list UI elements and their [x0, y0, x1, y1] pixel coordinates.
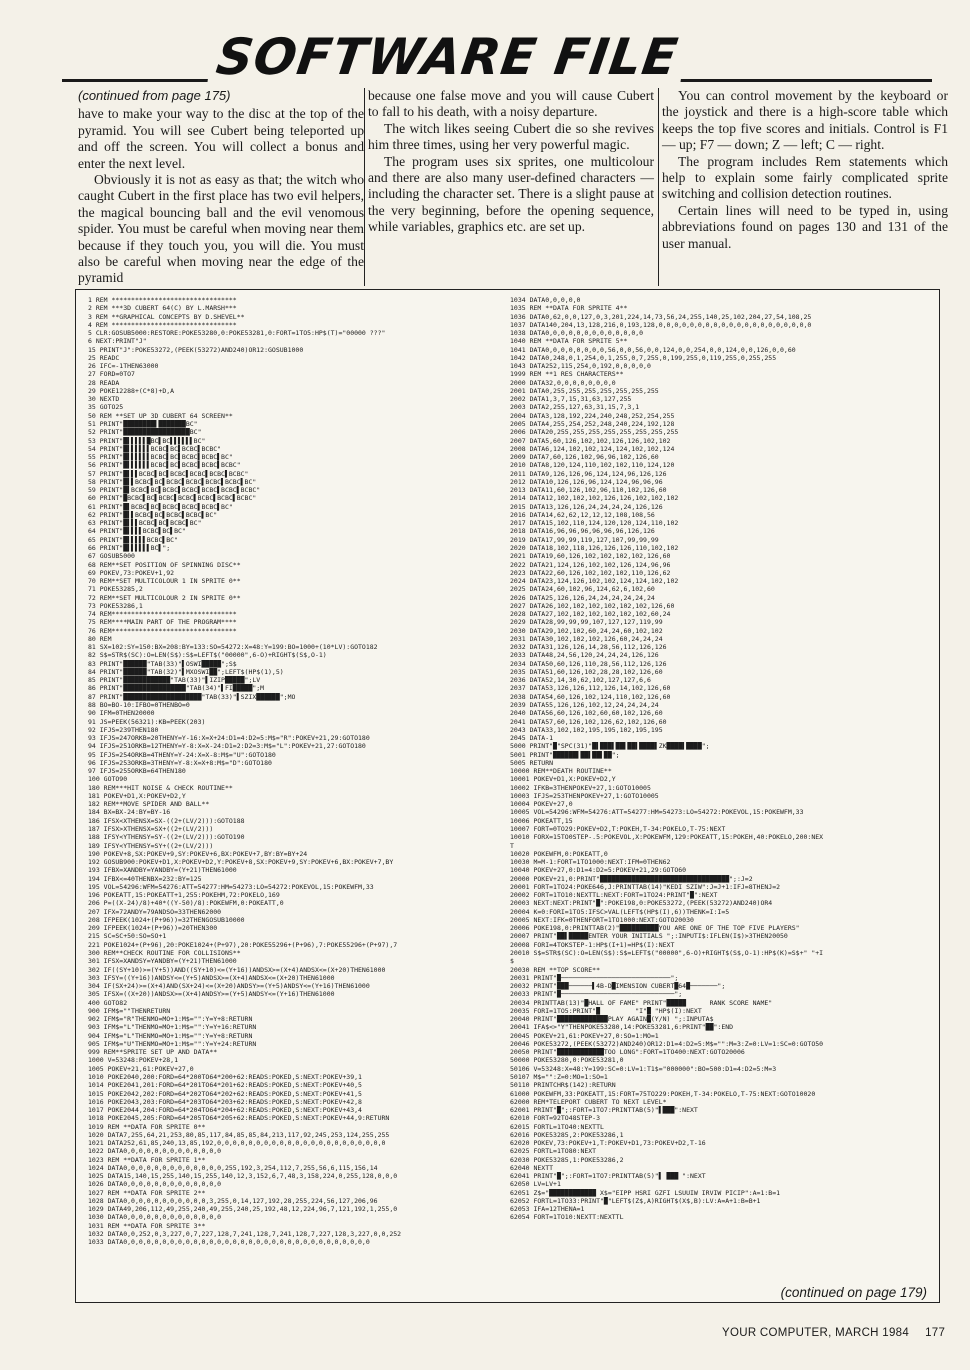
- code-line: 1014 POKE2041,201:FORD=64*201TO64*201+62:READS:POKED,S:NEXT:POKEV+40,5: [88, 1081, 362, 1090]
- page-footer: [722, 1327, 945, 1339]
- code-line: 2005 DATA4,255,254,252,248,240,224,192,128: [510, 419, 675, 428]
- code-line: 1017 POKE2044,204:FORD=64*204TO64*204+62:READS:POKED,S:NEXT:POKEV+43,4: [88, 1106, 362, 1115]
- code-line: 10040 POKEV+27,0:D1=4:D2=5:POKEV+21,29:GOTO60: [510, 866, 687, 875]
- code-line: 92 IFJS=239THEN180: [88, 725, 159, 734]
- code-line: 2043 DATA33,102,102,195,195,102,195,195: [510, 725, 663, 734]
- code-line: 50106 V=53248:X=48:Y=199:SC=0:LV=1:T1$="000000":BO=500:D1=4:D2=5:M=3: [510, 1064, 777, 1073]
- code-line: 62054 FORT=1TO10:NEXTT:NEXTTL: [510, 1213, 624, 1222]
- code-line: 2027 DATA26,102,102,102,102,102,102,126,60: [510, 601, 675, 610]
- code-line: 2045 DATA-1: [510, 734, 554, 743]
- code-line: 2020 DATA18,102,118,126,126,126,110,102,102: [510, 543, 679, 552]
- code-line: 68 REM**SET POSITION OF SPINNING DISC**: [88, 560, 241, 569]
- listing-column-right: [510, 296, 934, 1296]
- code-line: 54 PRINT"█▌▌▌▌▌▌BCBC▌BC▌BCBC▌BCBC": [88, 444, 222, 453]
- code-line: 20031 PRINT"█────────────────────────────";: [510, 973, 679, 982]
- code-line: 28 READA: [88, 378, 120, 387]
- code-line: 2013 DATA11,60,126,102,96,110,102,126,60: [510, 486, 667, 495]
- code-line: 62052 FORTL=1TO33:PRINT"█"LEFT$(Z$,A)RIGHT$(X$,B):LV:A=A+1:B=B+1: [510, 1196, 761, 1205]
- code-line: 20007 PRINT"██▌█████ENTER YOUR INITIALS ";:INPUTI$:IFLEN(I$)>3THEN20050: [510, 932, 788, 941]
- code-line: 195 VOL=54296:WFM=54276:ATT=54277:HM=54273:LO=54272:POKEVOL,15:POKEWFM,33: [88, 882, 374, 891]
- code-line: 1028 DATA0,0,0,0,0,0,0,0,0,0,0,3,255,0,14,127,192,28,255,224,56,127,206,96: [88, 1196, 378, 1205]
- code-line: 2003 DATA2,255,127,63,31,15,7,3,1: [510, 403, 640, 412]
- code-line: 65 PRINT"█▌▌▌▌▌BCBC▌BC": [88, 535, 179, 544]
- code-line: 20010 S$=STR$(SC):O=LEN(S$):S$=LEFT$("00000",6-O)+RIGHT$(S$,O-1):HP$(K)=S$+" "+I: [510, 948, 824, 957]
- paragraph: have to make your way to the disc at the top of the pyramid. You will see Cubert being teleported up and off the screen. You will collect a bonus and enter the next level.: [78, 106, 364, 171]
- code-line: 1999 REM **1 RES CHARACTERS**: [510, 370, 624, 379]
- code-line: 2034 DATA50,60,126,110,28,56,112,126,126: [510, 659, 667, 668]
- code-line: 20034 PRINTTAB(13)"█HALL OF FAME" PRINT"█████ RANK SCORE NAME": [510, 998, 773, 1007]
- code-line: 2015 DATA13,126,126,24,24,24,24,126,126: [510, 502, 663, 511]
- code-line: T: [510, 841, 514, 850]
- code-line: 2011 DATA9,126,126,96,124,124,96,126,126: [510, 469, 667, 478]
- code-line: 1015 POKE2042,202:FORD=64*202TO64*202+62:READS:POKED,S:NEXT:POKEV+41,5: [88, 1089, 362, 1098]
- code-line: 2008 DATA6,124,102,102,124,124,102,102,124: [510, 444, 675, 453]
- code-line: 180 REM***HIT NOISE & CHECK ROUTINE**: [88, 783, 233, 792]
- code-line: 304 IF(SX+24)>=(X+4)AND(SX+24)<=(X+20)ANDSY>=(Y+5)ANDSY<=(Y+16)THEN61000: [88, 982, 370, 991]
- code-line: 1042 DATA0,248,0,1,254,0,1,255,0,7,255,0,199,255,0,119,255,0,255,255: [510, 353, 777, 362]
- code-line: 2022 DATA21,124,126,102,102,126,124,96,96: [510, 560, 671, 569]
- code-line: 63 PRINT"█▌▌▌BCBC▌BC▌BCBC▌BC": [88, 519, 202, 528]
- code-line: 904 IFM$="L"THENMO=MO+1:M$="":Y=Y+8:RETURN: [88, 1031, 253, 1040]
- code-line: 62 PRINT"█▌▌BCBC▌BC▌BCBC▌BCBC▌BC": [88, 510, 218, 519]
- code-line: 27 FORD=0TO7: [88, 370, 135, 379]
- code-line: 10001 POKEV+D1,X:POKEV+D2,Y: [510, 775, 616, 784]
- code-line: 81 SX=102:SY=150:BX=208:BY=133:SO=54272:X=48:Y=199:BO=1000+(10*LV):GOTO182: [88, 643, 378, 652]
- code-line: 184 BX=BX-24:BY=BY-16: [88, 808, 171, 817]
- code-line: 1022 DATA0,0,0,0,0,0,0,0,0,0,0,0,0: [88, 1147, 222, 1156]
- code-line: 1037 DATA140,204,13,128,216,0,193,128,0,0,0,0,0,0,0,0,0,0,0,0,0,0,0,0,0,0,0,0: [510, 320, 812, 329]
- column-divider: [658, 88, 659, 286]
- code-line: 10003 IFJS=253THENPOKEV+27,1:GOTO10005: [510, 791, 659, 800]
- code-line: 2001 DATA0,255,255,255,255,255,255,255: [510, 386, 659, 395]
- code-line: 50110 PRINTCHR$(142):RETURN: [510, 1081, 616, 1090]
- magazine-issue: YOUR COMPUTER, MARCH 1984: [722, 1327, 910, 1339]
- code-line: 2024 DATA23,124,126,102,102,124,124,102,102: [510, 577, 679, 586]
- code-line: 62016 POKE53285,2:POKE53286,1: [510, 1130, 624, 1139]
- code-line: 50 REM **SET UP 3D CUBERT 64 SCREEN**: [88, 411, 233, 420]
- code-line: 20004 K=0:FORI=1TO5:IFSC>VAL(LEFT$(HP$(I),6))THENK=I:I=5: [510, 907, 730, 916]
- code-line: 2038 DATA54,60,126,102,124,110,102,126,60: [510, 692, 671, 701]
- code-line: 1024 DATA0,0,0,0,0,0,0,0,0,0,0,0,0,255,192,3,254,112,7,255,56,6,115,156,14: [88, 1163, 378, 1172]
- code-line: 76 REM********************************: [88, 626, 237, 635]
- code-line: 20005 NEXT:IFK=0THENFORT=1TO1000:NEXT:GOTO20030: [510, 915, 694, 924]
- code-line: 300 REM**CHECK ROUTINE FOR COLLISIONS**: [88, 948, 241, 957]
- code-line: 20030 REM **TOP SCORE**: [510, 965, 601, 974]
- code-line: 2039 DATA55,126,126,102,12,24,24,24,24: [510, 701, 659, 710]
- paragraph: The witch likes seeing Cubert die so she revives him three times, using her very powerful magic.: [368, 120, 654, 153]
- code-line: 20050 PRINT"████████████TOO LONG":FORT=1TO400:NEXT:GOTO20006: [510, 1048, 745, 1057]
- code-line: 2000 DATA32,0,0,0,0,0,0,0,0: [510, 378, 616, 387]
- code-line: 35 GOTO25: [88, 403, 124, 412]
- code-line: 2033 DATA48,24,56,120,24,24,24,126,126: [510, 651, 659, 660]
- code-line: 10010 FORX=15TO0STEP-.5:POKEVOL,X:POKEWFM,129:POKEATT,15:POKEH,40:POKELO,200:NEX: [510, 833, 824, 842]
- code-line: 2016 DATA14,62,62,12,12,12,108,108,56: [510, 510, 655, 519]
- code-line: 2026 DATA25,126,126,24,24,24,24,24,24: [510, 593, 655, 602]
- code-line: 62040 NEXTT: [510, 1163, 554, 1172]
- code-line: 51 PRINT"████████▌███████BC": [88, 419, 198, 428]
- code-line: 2 REM ***3D CUBERT 64(C) BY L.MARSH***: [88, 304, 237, 313]
- code-line: 62015 FORTL=1TO40:NEXTTL: [510, 1122, 604, 1131]
- code-line: 29 POKE12288+(C*8)+D,A: [88, 386, 175, 395]
- code-line: 3 REM **GRAPHICAL CONCEPTS BY D.SHEVEL**: [88, 312, 245, 321]
- code-line: 1034 DATA0,0,0,0,0: [510, 296, 581, 304]
- code-line: 905 IFM$="U"THENMO=MO+1:M$="":Y=Y+24:RETURN: [88, 1039, 257, 1048]
- code-line: 1 REM ********************************: [88, 296, 237, 304]
- code-line: 58 PRINT"█▌▌BCBC▌BC▌BCBC▌BCBC▌BCBC▌BCBC▌BC": [88, 477, 257, 486]
- article-column-1: [78, 88, 364, 287]
- code-line: 1029 DATA49,206,112,49,255,240,49,255,240,25,192,48,12,224,96,7,121,192,1,255,0: [88, 1205, 398, 1214]
- code-line: 20041 IFA$<>"Y"THENPOKE53280,14:POKE53281,6:PRINT"██":END: [510, 1023, 734, 1032]
- paragraph: Certain lines will need to be typed in, using abbreviations found on pages 130 and 131 of the user manual.: [662, 202, 948, 251]
- code-line: $: [510, 957, 514, 966]
- code-line: 2035 DATA51,60,126,102,28,28,102,126,60: [510, 667, 663, 676]
- code-line: 20045 POKEV+21,61:POKEV+27,0:SO=1:MO=1: [510, 1031, 659, 1040]
- paragraph: Obviously it is not as easy as that; the witch who caught Cubert in the first place has two evil helpers, the magical bouncing ball and the evil venomous spider. You must be careful when moving near them because if they touch you, you will die. You must also be careful when moving near the edge of the pyramid: [78, 172, 364, 286]
- paragraph: because one false move and you will cause Cubert to fall to his death, with a noisy departure.: [368, 88, 654, 120]
- code-line: 26 IFC=-1THEN63000: [88, 362, 159, 371]
- code-line: 2025 DATA24,60,102,96,124,62,6,102,60: [510, 585, 655, 594]
- code-line: 196 POKEATT,15:POKEATT+1,255:POKEHM,72:POKELO,169: [88, 891, 280, 900]
- code-line: 2036 DATA52,14,30,62,102,127,127,6,6: [510, 676, 651, 685]
- code-line: 62041 PRINT"█";:FORT=1TO7:PRINTTAB(5)"▌ ███ ":NEXT: [510, 1172, 706, 1181]
- code-line: 20035 FORI=1TO5:PRINT"█ "I"█ "HP$(I):NEXT: [510, 1006, 702, 1015]
- code-line: 400 GOTO82: [88, 998, 128, 1007]
- code-line: 2006 DATA20,255,255,255,255,255,255,255,255: [510, 428, 679, 437]
- code-line: 90 IFM=0THEN20000: [88, 709, 155, 718]
- code-line: 61000 POKEWFM,33:POKEATT,15:FORT=75TO229:POKEH,T-34:POKELO,T-75:NEXT:GOTO10020: [510, 1089, 816, 1098]
- code-line: 1031 REM **DATA FOR SPRITE 3**: [88, 1221, 206, 1230]
- code-line: 2037 DATA53,126,126,112,126,14,102,126,60: [510, 684, 671, 693]
- page-number: 177: [925, 1327, 946, 1339]
- article-column-2: [368, 88, 654, 236]
- code-line: 60 PRINT"█BCBC▌BC▌BCBC▌BCBC▌BCBC▌BCBC▌BCBC": [88, 494, 257, 503]
- code-line: 10002 IFKB=3THENPOKEV+27,1:GOTO10005: [510, 783, 651, 792]
- code-line: 1005 POKEV+21,61:POKEV+27,0: [88, 1064, 194, 1073]
- code-line: 181 POKEV+D1,X:POKEV+D2,Y: [88, 791, 186, 800]
- code-line: 2021 DATA19,60,126,102,102,102,102,126,60: [510, 552, 671, 561]
- code-line: 2032 DATA31,126,126,14,28,56,112,126,126: [510, 643, 667, 652]
- code-line: 70 REM**SET MULTICOLOUR 1 IN SPRITE 0**: [88, 577, 241, 586]
- page-header: [62, 20, 932, 84]
- code-line: 95 IFJS=254ORKB=4THENY=Y-24:X=X-8:M$="U":GOTO180: [88, 750, 276, 759]
- code-line: 902 IFM$="R"THENMO=MO+1:M$="":Y=Y+8:RETURN: [88, 1015, 253, 1024]
- code-line: 2019 DATA17,99,99,119,127,107,99,99,99: [510, 535, 659, 544]
- code-line: 1023 REM **DATA FOR SPRITE 1**: [88, 1155, 206, 1164]
- code-line: 20001 FORT=1TO24:POKE646,J:PRINTTAB(14)"KEDI SZIW":J=J+1:IFJ=8THENJ=2: [510, 882, 781, 891]
- code-line: 62051 Z$="████████████ X$="EIPP HSRI GZFI LSUUIW IRVIW PICIP":A=1:B=1: [510, 1188, 781, 1197]
- section-title: SOFTWARE FILE: [207, 28, 688, 86]
- code-line: 2004 DATA3,128,192,224,240,248,252,254,255: [510, 411, 675, 420]
- code-line: 20008 FORI=4TOKSTEP-1:HP$(I+1)=HP$(I):NEXT: [510, 940, 675, 949]
- code-line: 187 IFSX>XTHENSX=SX+((2+(LV/2))): [88, 825, 214, 833]
- code-line: 903 IFM$="L"THENMO=MO+1:M$="":Y=Y+16:RETURN: [88, 1023, 257, 1032]
- program-listing-box: [75, 289, 940, 1303]
- code-line: 900 IFM$=""THENRETURN: [88, 1006, 171, 1015]
- code-line: 2041 DATA57,60,126,102,126,62,102,126,60: [510, 717, 667, 726]
- code-line: 2029 DATA28,99,99,99,107,127,127,119,99: [510, 618, 663, 627]
- code-line: 94 IFJS=251ORKB=12THENY=Y-8:X=X-24:D1=2:D2=3:M$="L":POKEV+21,27:GOTO180: [88, 742, 366, 751]
- article-body: [72, 88, 948, 286]
- code-line: 93 IFJS=247ORKB=20THENY=Y-16:X=X+24:D1=4:D2=5:M$="R":POKEV+21,29:GOTO180: [88, 734, 370, 743]
- code-line: 10006 POKEATT,15: [510, 816, 573, 825]
- code-line: 30 NEXTD: [88, 395, 120, 404]
- code-line: 1021 DATA252,61,85,240,13,85,192,0,0,0,0,0,0,0,0,0,0,0,0,0,0,0,0,0,0,0,0,0,0: [88, 1139, 386, 1148]
- code-line: 71 POKE53285,2: [88, 585, 143, 594]
- code-line: 190 POKEV+8,SX:POKEV+9,SY:POKEV+6,BX:POKEV+7,BY:BY=BY+24: [88, 849, 308, 858]
- code-line: 1035 REM **DATA FOR SPRITE 4**: [510, 304, 628, 313]
- code-line: 2030 DATA29,102,102,60,24,24,60,102,102: [510, 626, 663, 635]
- code-line: 62010 FORT=92TO48STEP-3: [510, 1114, 601, 1123]
- code-line: 20033 PRINT"█─────────────────────────────";: [510, 990, 683, 999]
- code-line: 193 IFBX=XANDBY=YANDBY=(Y+21)THEN61000: [88, 866, 237, 875]
- code-line: 1041 DATA0,0,0,0,0,0,0,0,56,0,0,56,0,0,124,0,0,254,0,0,124,0,0,126,0,0,60: [510, 345, 796, 354]
- code-line: 2040 DATA56,60,126,102,60,60,102,126,60: [510, 709, 663, 718]
- code-line: 97 IFJS=255ORKB=64THEN180: [88, 767, 186, 776]
- code-line: 62030 POKE53285,1:POKE53286,2: [510, 1155, 624, 1164]
- code-line: 1036 DATA0,62,0,0,127,0,3,201,224,14,73,56,24,255,140,25,102,204,27,54,108,25: [510, 312, 812, 321]
- code-line: 75 REM****MAIN PART OF THE PROGRAM****: [88, 618, 237, 627]
- code-line: 194 IFBX<=40THENBX=232:BY=125: [88, 874, 202, 883]
- code-line: 5001 PRINT"██████▌██▌██▌██";: [510, 750, 620, 759]
- code-line: 1030 DATA0,0,0,0,0,0,0,0,0,0,0,0,0: [88, 1213, 222, 1222]
- code-line: 1010 POKE2040,200:FORD=64*200TO64*200+62:READS:POKED,S:NEXT:POKEV+39,1: [88, 1072, 362, 1081]
- code-line: 2009 DATA7,60,126,102,96,96,102,126,60: [510, 453, 659, 462]
- code-line: 74 REM********************************: [88, 610, 237, 619]
- code-line: 10020 POKEWFM,0:POKEATT,0: [510, 849, 608, 858]
- code-line: 10005 VOL=54296:WFM=54276:ATT=54277:HM=54273:LO=54272:POKEVOL,15:POKEWFM,33: [510, 808, 804, 817]
- code-line: 55 PRINT"█▌▌▌▌▌▌BCBC▌BC▌BCBC▌BCBC▌BC": [88, 453, 233, 462]
- code-line: 2018 DATA16,96,96,96,96,96,96,126,126: [510, 527, 655, 536]
- code-line: 10004 POKEV+27,0: [510, 800, 573, 809]
- column-divider: [364, 88, 365, 286]
- code-line: 50107 M$="":Z=0:MO=1:SO=1: [510, 1072, 608, 1081]
- code-line: 62053 IFA=12THENA=1: [510, 1205, 585, 1214]
- code-line: 53 PRINT"█▌▌▌▌▌█BC▌BC▌▌▌▌▌▌BC": [88, 436, 206, 445]
- code-line: 85 PRINT"████████████"TAB(33)"▌IZIP█████";LV: [88, 676, 261, 685]
- paragraph: The program uses six sprites, one multicolour and there are also many user-defined characters — including the character set. There is a slight pause at the very beginning, before the opening sequence, while variables, graphics etc. are set up.: [368, 153, 654, 235]
- code-line: 1025 DATA15,140,15,255,140,15,255,140,12,3,152,6,7,48,3,158,224,0,255,128,0,0,0: [88, 1172, 398, 1181]
- code-line: 1026 DATA0,0,0,0,0,0,0,0,0,0,0,0,0: [88, 1180, 222, 1189]
- code-line: 186 IFSX<XTHENSX=SX-((2+(LV/2))):GOTO188: [88, 816, 245, 825]
- code-line: 6 NEXT:PRINT"J": [88, 337, 147, 346]
- code-line: 20000 POKEV+21,0:PRINT"█████████████████████████████████";:J=2: [510, 874, 753, 883]
- code-line: 62025 FORTL=1TO80:NEXT: [510, 1147, 597, 1156]
- code-line: 20002 FORT=1TO10:NEXTTL:NEXT:FORT=1TO24:PRINT"█":NEXT: [510, 891, 718, 900]
- code-line: 1033 DATA0,0,0,0,0,0,0,0,0,0,0,0,0,0,0,0,0,0,0,0,0,0,0,0,0,0,0,0,0,0,0,0: [88, 1238, 370, 1247]
- code-line: 10030 M=M-1:FORT=1TO1000:NEXT:IFM=0THEN62: [510, 858, 671, 867]
- code-line: 10000 REM**DEATH ROUTINE**: [510, 767, 612, 776]
- code-line: 2023 DATA22,60,126,102,102,102,110,126,62: [510, 568, 671, 577]
- code-line: 189 IFSY<YTHENSY=SY+((2+(LV/2))): [88, 841, 214, 850]
- code-line: 25 READC: [88, 353, 120, 362]
- continued-on-note: (continued on page 179): [777, 1285, 931, 1300]
- code-line: 1040 REM **DATA FOR SPRITE 5**: [510, 337, 628, 346]
- code-line: 2007 DATA5,60,126,102,102,126,126,102,102: [510, 436, 671, 445]
- code-line: 62050 LV=LV+1: [510, 1180, 561, 1189]
- code-line: 59 PRINT"█▌BCBC▌BC▌BCBC▌BCBC▌BCBC▌BCBC▌BCBC": [88, 486, 261, 495]
- code-line: 20006 POKE198,0:PRINTTAB(2)"██████████YOU ARE ONE OF THE TOP FIVE PLAYERS": [510, 924, 800, 933]
- code-line: 4 REM ********************************: [88, 320, 237, 329]
- code-line: 61 PRINT"█▌BCBC▌BC▌BCBC▌BCBC▌BCBC▌BC": [88, 502, 233, 511]
- code-line: 20046 POKE53272,(PEEK(53272)AND240)OR12:D1=4:D2=5:M$="":M=3:Z=0:LV=1:SC=0:GOTO50: [510, 1039, 824, 1048]
- code-line: 50000 POKE53280,0:POKE53281,0: [510, 1056, 624, 1065]
- code-line: 1018 POKE2045,205:FORD=64*205TO64*205+62:READS:POKED,S:NEXT:POKEV+44,9:RETURN: [88, 1114, 390, 1123]
- code-line: 80 REM: [88, 634, 112, 643]
- code-line: 20040 PRINT"█████████████PLAY AGAIN█(Y/N) ";:INPUTA$: [510, 1015, 714, 1024]
- code-line: 57 PRINT"█▌▌▌BCBC▌BC▌BCBC▌BCBC▌BCBC▌BCBC": [88, 469, 249, 478]
- code-line: 2002 DATA1,3,7,15,31,63,127,255: [510, 395, 632, 404]
- code-line: 87 PRINT"████████████████████"TAB(33)"▌SZIX██████";MO: [88, 692, 296, 701]
- code-line: 2010 DATA8,120,124,110,102,102,110,124,120: [510, 461, 675, 470]
- code-line: 221 POKE1024+(P+96),20:POKE1024+(P+97),20:POKE55296+(P+96),7:POKE55296+(P+97),7: [88, 940, 398, 949]
- code-line: 999 REM**SPRITE SET UP AND DATA**: [88, 1048, 218, 1057]
- code-line: 1027 REM **DATA FOR SPRITE 2**: [88, 1188, 206, 1197]
- article-column-3: [662, 88, 948, 252]
- listing-column-left: [88, 296, 504, 1296]
- code-line: 100 GOTO90: [88, 775, 128, 784]
- code-line: 91 JS=PEEK(56321):KB=PEEK(203): [88, 717, 206, 726]
- code-line: 303 IFSY=((Y+16))ANDSY<=(Y+5)ANDSX>=(X+4)ANDSX<=(X+20)THEN61000: [88, 973, 335, 982]
- code-line: 192 GOSUB900:POKEV+D1,X:POKEV+D2,Y:POKEV+8,SX:POKEV+9,SY:POKEV+6,BX:POKEV+7,BY: [88, 858, 394, 867]
- code-line: 73 POKE53286,1: [88, 601, 143, 610]
- code-line: 2014 DATA12,102,102,102,126,126,102,102,102: [510, 494, 679, 503]
- code-line: 209 IFPEEK(1024+(P+96))=20THEN300: [88, 924, 218, 933]
- code-line: 62020 POKEV,73:POKEV+1,T:POKEV+D1,73:POKEV+D2,T-16: [510, 1139, 706, 1148]
- code-line: 62001 PRINT"█";:FORT=1TO7:PRINTTAB(5)"▌███":NEXT: [510, 1106, 698, 1115]
- code-line: 208 IFPEEK(1024+(P+96))=32THENGOSUB10000: [88, 915, 245, 924]
- code-line: 5005 RETURN: [510, 758, 554, 767]
- code-line: 188 IFSY<YTHENSY=SY-((2+(LV/2))):GOTO190: [88, 833, 245, 842]
- code-line: 2017 DATA15,102,110,124,120,120,124,110,102: [510, 519, 679, 528]
- code-line: 64 PRINT"█▌▌▌▌BCBC▌BC▌BC": [88, 527, 186, 536]
- code-line: 62000 REM*TELEPORT CUBERT TO NEXT LEVEL*: [510, 1097, 667, 1106]
- code-line: 1016 POKE2043,203:FORD=64*203TO64*203+62:READS:POKED,S:NEXT:POKEV+42,8: [88, 1097, 362, 1106]
- code-line: 5 CLR:GOSUB5000:RESTORE:POKE53280,0:POKE53281,0:FORT=1TO5:HP$(T)="00000 ???": [88, 329, 386, 338]
- code-line: 10007 FORT=0TO29:POKEV+D2,T:POKEH,T-34:POKELO,T-75:NEXT: [510, 825, 726, 833]
- code-line: 215 SC=SC+50:SO=SO+1: [88, 932, 167, 941]
- code-line: 86 PRINT"████████████████"TAB(34)"▌FI█████";M: [88, 684, 265, 693]
- code-line: 20032 PRINT"███──────▌4B-D█IMENSION CUBERT█64█───────";: [510, 982, 726, 991]
- code-line: 1020 DATA7,255,64,21,253,80,85,117,84,85,85,84,213,117,92,245,253,124,255,255: [88, 1130, 390, 1139]
- code-line: 84 PRINT"██████"TAB(32)"▌MXOSWI██";LEFT$(HP$(1),5): [88, 667, 284, 676]
- continued-from-note: (continued from page 175): [78, 88, 231, 103]
- code-line: 52 PRINT"█████████████████BC": [88, 428, 202, 437]
- code-line: 1019 REM **DATA FOR SPRITE 0**: [88, 1122, 206, 1131]
- code-line: 69 POKEV,73:POKEV+1,92: [88, 568, 175, 577]
- code-line: 207 IFX=72ANDY=79ANDSO=33THEN62000: [88, 907, 222, 916]
- code-line: 2031 DATA30,102,102,102,126,60,24,24,24: [510, 634, 663, 643]
- code-line: 72 REM**SET MULTICOLOUR 2 IN SPRITE 0**: [88, 593, 241, 602]
- code-line: 83 PRINT"██████"TAB(33)"▌OSWI█████";S$: [88, 659, 237, 668]
- code-line: 302 IF((SY+10)>=(Y+5))AND((SY+10)<=(Y+16))ANDSX>=(X+4)ANDSX<=(X+20)THEN61000: [88, 965, 386, 974]
- code-line: 1038 DATA0,0,0,0,0,0,0,0,0,0,0,0,0: [510, 329, 644, 338]
- code-line: 2028 DATA27,102,102,102,102,102,102,60,24: [510, 610, 671, 619]
- code-line: 88 BO=BO-10:IFBO=0THENBO=0: [88, 701, 190, 710]
- code-line: 66 PRINT"█▌▌▌▌▌▌BC▌";: [88, 543, 171, 552]
- code-line: 15 PRINT"J":POKE53272,(PEEK(53272)AND240)OR12:GOSUB1000: [88, 345, 304, 354]
- code-line: 182 REM**MOVE SPIDER AND BALL**: [88, 800, 210, 809]
- code-line: 56 PRINT"█▌▌▌▌▌▌BCBC▌BC▌BCBC▌BCBC▌BCBC": [88, 461, 241, 470]
- code-line: 206 P=((X-24)/8)+40*((Y-50)/8):POKEWFM,0:POKEATT,0: [88, 899, 284, 908]
- code-line: 1043 DATA252,115,254,0,192,0,0,0,0,0: [510, 362, 651, 371]
- code-line: 301 IFSX=XANDSY=YANDBY=(Y+21)THEN61000: [88, 957, 237, 966]
- code-line: 5000 PRINT"█"SPC(31)"█▌███▌██▌██▌████▌ZK████▌████";: [510, 742, 710, 751]
- code-line: 1000 V=53248:POKEV+28,1: [88, 1056, 179, 1065]
- code-line: 20003 NEXT:NEXT:PRINT"█":POKE198,0:POKE53272,(PEEK(53272)AND240)OR4: [510, 899, 773, 908]
- code-line: 305 IFSX=((X+20))ANDSX>=(X+4)ANDSY>=(Y+5)ANDSY<=(Y+16)THEN61000: [88, 990, 335, 999]
- paragraph: You can control movement by the keyboard or the joystick and there is a high-score table which keeps the top five scores and initials. Control is F1 — up; F7 — down; Z — left; C — right.: [662, 88, 948, 153]
- paragraph: The program includes Rem statements which help to explain some fairly complicated sprite switching and collision detection routines.: [662, 153, 948, 202]
- code-line: 96 IFJS=253ORKB=3THENY=Y-8:X=X+8:M$="D":GOTO180: [88, 758, 272, 767]
- code-line: 82 S$=STR$(SC):O=LEN(S$):S$=LEFT$("00000",6-O)+RIGHT$(S$,O-1): [88, 651, 327, 660]
- code-line: 2012 DATA10,126,126,96,124,124,96,96,96: [510, 477, 663, 486]
- code-line: 67 GOSUB5000: [88, 552, 135, 561]
- code-line: 1032 DATA0,0,252,0,3,227,0,7,227,128,7,241,128,7,241,128,7,227,128,3,227,0,0,252: [88, 1230, 402, 1239]
